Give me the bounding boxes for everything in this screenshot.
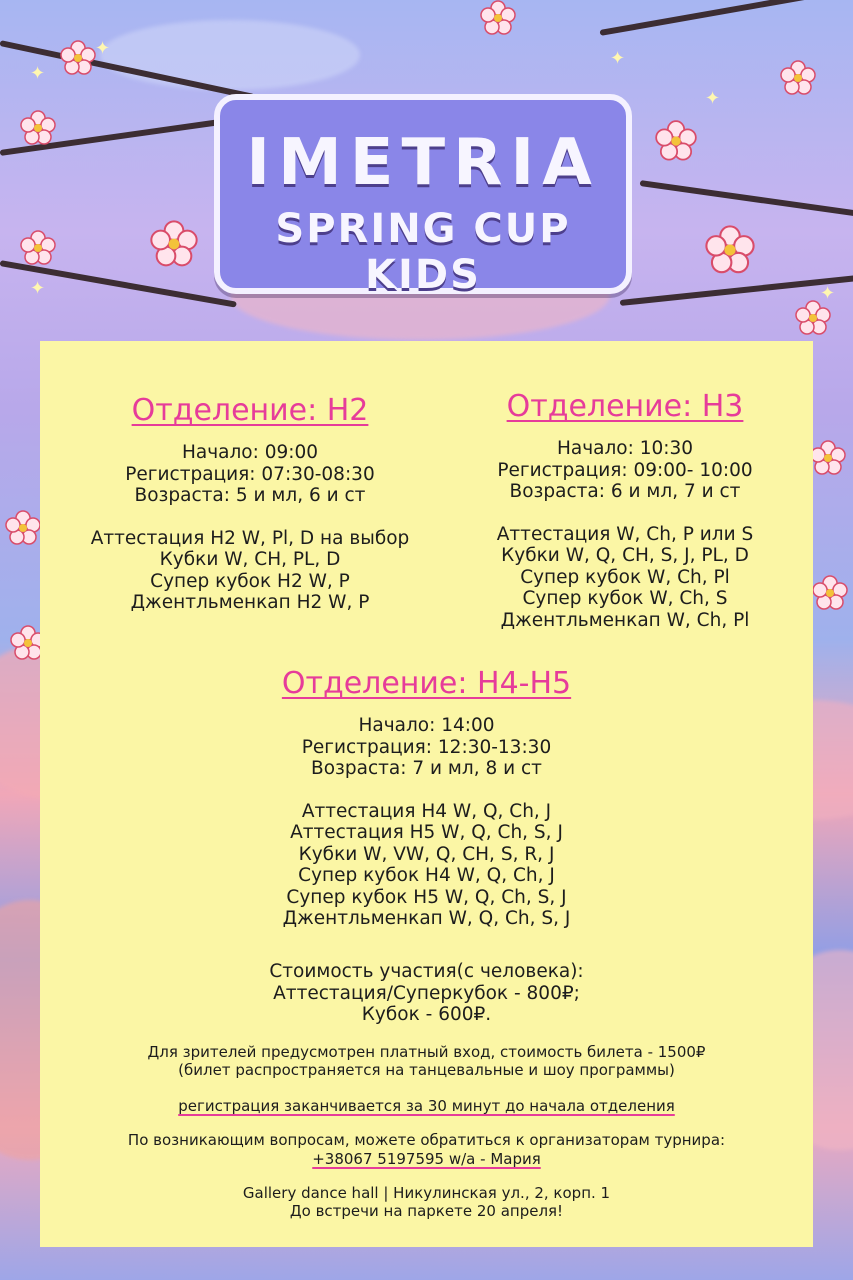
registration-time: Регистрация: 12:30-13:30 [301, 736, 552, 758]
venue-block [40, 1184, 813, 1220]
spectator-info [40, 1043, 813, 1079]
start-time: Начало: 09:00 [181, 442, 319, 463]
contact-intro: По возникающим вопросам, можете обратиться к организаторам турнира: [127, 1131, 726, 1149]
pricing-line: Аттестация/Суперкубок - 800₽; [273, 982, 580, 1004]
event-item: Супер кубок Н2 W, P [150, 570, 350, 592]
registration-time: Регистрация: 07:30-08:30 [125, 463, 375, 485]
closing-line: До встречи на паркете 20 апреля! [289, 1202, 564, 1220]
event-item: Аттестация W, Ch, P или S [496, 523, 754, 545]
age-groups: Возраста: 5 и мл, 6 и ст [134, 485, 366, 506]
pricing-title: Стоимость участия(с человека): [269, 961, 584, 982]
sparkle-icon: ✦ [610, 48, 626, 69]
event-item: Кубки W, VW, Q, CH, S, R, J [298, 843, 555, 865]
pricing-block [40, 961, 813, 1026]
blossom-icon [780, 60, 816, 96]
info-panel [40, 341, 813, 1247]
sparkle-icon: ✦ [95, 38, 111, 59]
section-heading: Отделение: Н2 [131, 393, 369, 428]
event-item: Джентльменкап W, Ch, Pl [500, 609, 750, 631]
event-item: Супер кубок Н4 W, Q, Ch, J [298, 865, 555, 886]
contact-phone[interactable]: +38067 5197595 w/a - Мария [312, 1150, 541, 1168]
event-item: Аттестация Н5 W, Q, Ch, S, J [290, 822, 563, 843]
registration-time: Регистрация: 09:00- 10:00 [497, 459, 753, 481]
event-item: Джентльменкап W, Q, Ch, S, J [282, 908, 571, 929]
event-item: Супер кубок W, Ch, Pl [520, 566, 730, 588]
blossom-icon [480, 0, 516, 36]
section-h4-h5 [40, 666, 813, 930]
section-h2 [50, 393, 450, 614]
section-h3 [450, 389, 800, 631]
venue-address: Gallery dance hall | Никулинская ул., 2, корп. 1 [242, 1184, 611, 1202]
event-item: Джентльменкап Н2 W, P [130, 592, 370, 613]
event-logo [214, 94, 632, 298]
contact-block [40, 1131, 813, 1168]
age-groups: Возраста: 6 и мл, 7 и ст [509, 481, 741, 502]
blossom-icon [5, 510, 41, 546]
sparkle-icon: ✦ [30, 278, 46, 299]
pricing-line: Кубок - 600₽. [361, 1004, 492, 1025]
blossom-icon [20, 230, 56, 266]
sparkle-icon: ✦ [30, 63, 46, 84]
age-groups: Возраста: 7 и мл, 8 и ст [311, 758, 542, 779]
blossom-icon [655, 120, 697, 162]
event-item: Аттестация Н2 W, Pl, D на выбор [90, 527, 410, 549]
section-heading: Отделение: Н4-Н5 [281, 666, 572, 701]
blossom-icon [150, 220, 198, 268]
registration-note-block [40, 1096, 813, 1115]
blossom-icon [60, 40, 96, 76]
spectator-ticket-line: Для зрителей предусмотрен платный вход, стоимость билета - 1500₽ [147, 1043, 706, 1061]
blossom-icon [20, 110, 56, 146]
event-item: Кубки W, CH, PL, D [159, 549, 341, 570]
event-item: Супер кубок W, Ch, S [522, 588, 728, 609]
spectator-ticket-note: (билет распространяется на танцевальные и шоу программы) [178, 1061, 675, 1079]
sparkle-icon: ✦ [820, 283, 836, 304]
event-item: Аттестация Н4 W, Q, Ch, J [301, 800, 552, 822]
logo-subtitle: SPRING CUP KIDS [275, 206, 571, 298]
section-heading: Отделение: Н3 [506, 389, 744, 424]
event-item: Супер кубок Н5 W, Q, Ch, S, J [286, 886, 567, 908]
event-item: Кубки W, Q, CH, S, J, PL, D [501, 545, 749, 566]
blossom-icon [705, 225, 755, 275]
registration-note: регистрация заканчивается за 30 минут до начала отделения [178, 1097, 675, 1115]
sparkle-icon: ✦ [705, 88, 721, 109]
blossom-icon [795, 300, 831, 336]
start-time: Начало: 10:30 [556, 438, 694, 459]
logo-title: IMETRIA [246, 126, 600, 200]
start-time: Начало: 14:00 [358, 715, 495, 736]
blossom-icon [810, 440, 846, 476]
blossom-icon [812, 575, 848, 611]
